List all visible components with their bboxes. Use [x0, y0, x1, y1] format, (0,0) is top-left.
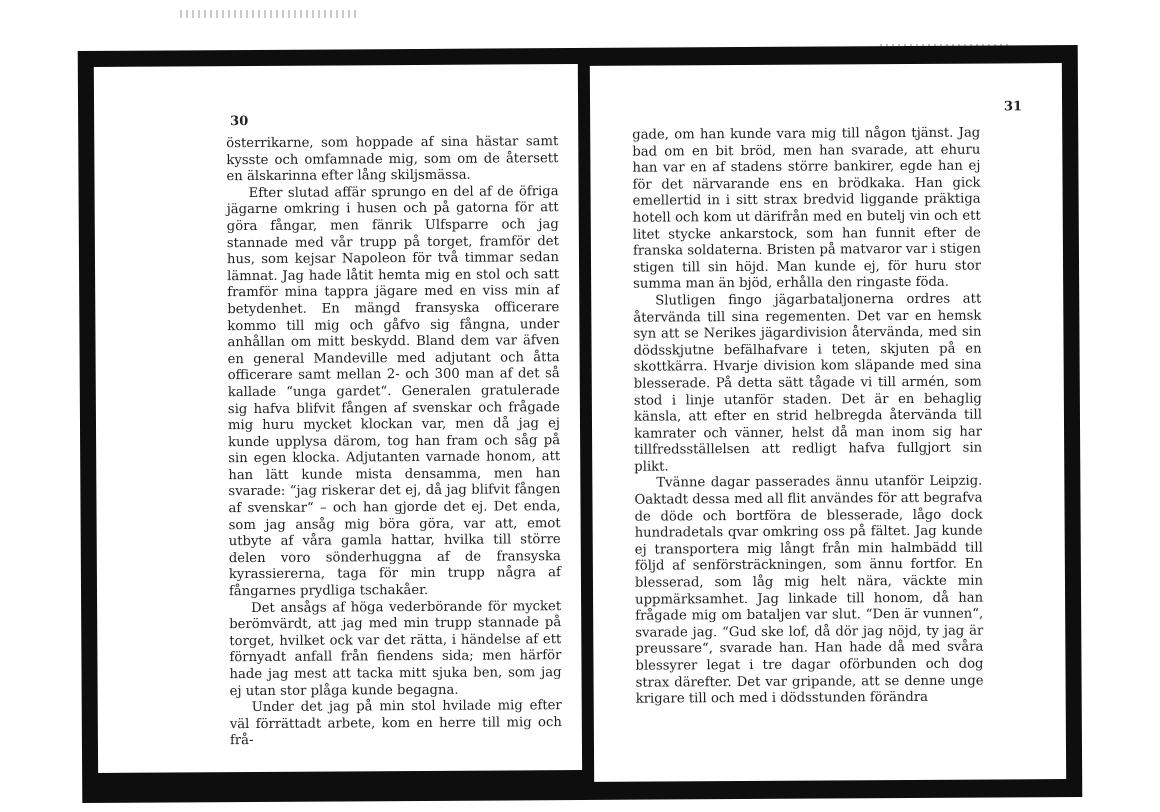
open-book-scan	[78, 45, 1083, 803]
left-page-text	[226, 134, 562, 750]
right-paragraph-1: gade, om han kunde vara mig till någon tjänst. Jag bad om en bit bröd, men han svarade, att ehuru han var en af stadens större bankirer, egde han ej för det närvarande ens en brödkaka. Han gick emellertid in i sitt strax bredvid liggande präktiga hotell och kom ut därifrån med en butelj vin och ett litet stycke ankarstock, som han funnit efter de franska soldaterna. Bristen på matvaror var i stigen stigen till sin höjd. Man kunde ej, för huru stor summa man än bjöd, erhålla den ringaste föda.	[632, 125, 982, 293]
right-page	[590, 63, 1066, 782]
right-paragraph-2: Slutligen fingo jägarbataljonerna ordres att återvända till sina regementen. Det var en hemsk syn att se Nerikes jägardivision återvända, med sin dödsskjutne befälhafvare i teten, skjuten på en skottkärra. Hvarje division kom släpande med sina blesserade. På detta sätt tågade vi till armén, som stod i linje utanför staden. Det är en behaglig känsla, att efter en strid helbregda återvända till kamrater och vänner, helst då man inom sig har tillfredsställelsen att redligt hafva fullgjort sin plikt.	[633, 291, 983, 475]
right-page-text	[632, 126, 984, 709]
left-paragraph-3: Det ansågs af höga vederbörande för mycket berömvärdt, att jag med min trupp stannade på torget, hvilket ock var det rätta, i händelse af ett förnyadt anfall från fiendens sida; men härför hade jag mest att tacka mitt sjuka ben, som jag ej utan stor plåga kunde begagna.	[229, 598, 562, 699]
page-number-right: 31	[1003, 99, 1023, 115]
left-page	[94, 64, 582, 773]
left-paragraph-4: Under det jag på min stol hvilade mig efter väl förrättadt arbete, kom en herre till mig och frå-	[229, 698, 562, 749]
scan-noise-top	[180, 10, 360, 18]
right-paragraph-3: Tvänne dagar passerades ännu utanför Leipzig. Oaktadt dessa med all flit användes för att begrafva de döde och bortföra de blesserade, lågo dock hundradetals qvar omkring oss på fältet. Jag kunde ej transportera mig långt från min halmbädd till följd af senförsträckningen, som ännu fortfor. En blesserad, som låg mig helt nära, väckte min uppmärksamhet. Jag linkade till honom, då han frågade mig om bataljen var slut. “Den är vunnen“, svarade jag. “Gud ske lof, då dör jag nöjd, ty jag är preussare“, svarade han. Han hade då med svåra blessyrer legat i tre dagar oförbunden och dog strax därefter. Det var gripande, att se denne unge krigare till och med i dödsstunden förändra	[634, 474, 984, 707]
left-paragraph-2: Efter slutad affär sprungo en del af de öfriga jägarne omkring i husen och på gatorna för att göra fångar, men fänrik Ulfsparre och jag stannade med vår trupp på torget, framför det hus, som kejsar Napoleon för två timmar sedan lämnat. Jag hade låtit hemta mig en stol och satt framför mina tappra jägare med en viss min af betydenhet. En mängd fransyska officerare kommo till mig och gåfvo sig fångna, under anhållan om mitt beskydd. Bland dem var äfven en general Mandeville med adjutant och åtta officerare samt mellan 2- och 300 man af det så kallade “unga gardet“. Generalen gratulerade sig hafva blifvit fången af svenskar och frågade mig huru mycket klockan var, men då jag ej kunde upplysa därom, tog han fram och såg på sin egen klocka. Adjutanten varnade honom, att han lätt kunde mista densamma, men han svarade: “jag riskerar det ej, då jag blifvit fången af svenskar“ – och han gjorde det ej. Det enda, som jag ansåg mig böra göra, var att, emot utbyte af våra gamla hattar, hvilka till större delen voro sönderhuggna af de fransyska kyrassiererna, taga för min trupp några af fångarnes prydliga tschakåer.	[226, 183, 561, 600]
page-number-left: 30	[230, 114, 249, 130]
left-paragraph-1: österrikarne, som hoppade af sina hästar samt kysste och omfamnade mig, som om de återsett en älskarinna efter lång skiljsmässa.	[226, 134, 559, 185]
